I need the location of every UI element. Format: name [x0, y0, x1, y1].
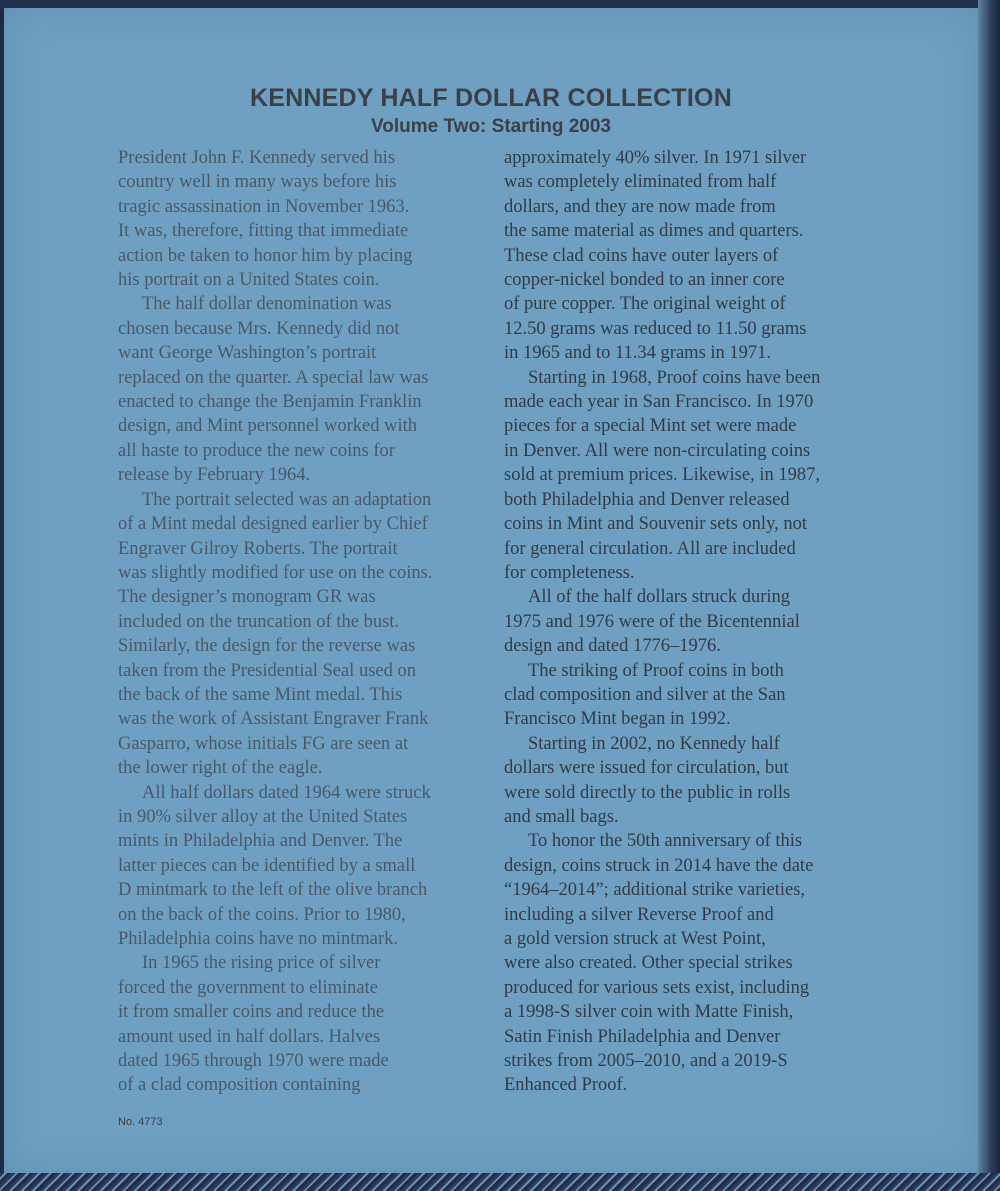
- paragraph: Starting in 2002, no Kennedy half dollars were issued for circulation, but were sold directly to the public in rolls and small bags.: [504, 733, 791, 827]
- paragraph: approximately 40% silver. In 1971 silver was completely eliminated from half dollars, and they are now made from the same material as dimes and quarters. These clad coins have outer layers of copper-nickel bonded to an inner core of pure copper. The original weight of 12.50 grams was reduced to 11.50 grams in 1965 and to 11.34 grams in 1971.: [504, 148, 807, 364]
- paragraph: Starting in 1968, Proof coins have been made each year in San Francisco. In 1970 pieces for a special Mint set were made in Denver. All were non-circulating coins sold at premium prices. Likewise, in 1987, both Philadelphia and Denver released coins in Mint and Souvenir sets only, not for general circulation. All are included for completeness.: [504, 367, 821, 583]
- right-text-column: [504, 146, 874, 1098]
- catalog-number: No. 4773: [118, 1116, 163, 1128]
- page-subtitle: Volume Two: Starting 2003: [370, 116, 611, 137]
- paragraph: The striking of Proof coins in both clad composition and silver at the San Francisco Mint began in 1992.: [504, 660, 786, 730]
- paragraph: All half dollars dated 1964 were struck in 90% silver alloy at the United States mints in Philadelphia and Denver. The latter pieces can be identified by a small D mintmark to the left of the olive branch on the back of the coins. Prior to 1980, Philadelphia coins have no mintmark.: [118, 782, 431, 949]
- paragraph: The portrait selected was an adaptation of a Mint medal designed earlier by Chief Engraver Gilroy Roberts. The portrait was slightly modified for use on the coins. The designer’s monogram GR was included on the truncation of the bust. Similarly, the design for the reverse was taken from the Presidential Seal used on the back of the same Mint medal. This was the work of Assistant Engraver Frank Gasparro, whose initials FG are seen at the lower right of the eagle.: [118, 489, 433, 779]
- paragraph: To honor the 50th anniversary of this design, coins struck in 2014 have the date “1964–2014”; additional strike varieties, including a silver Reverse Proof and a gold version struck at West Point, were also created. Other special strikes produced for various sets exist, including a 1998-S silver coin with Matte Finish, Satin Finish Philadelphia and Denver strikes from 2005–2010, and a 2019-S Enhanced Proof.: [504, 831, 814, 1096]
- paragraph: All of the half dollars struck during 1975 and 1976 were of the Bicentennial design and dated 1776–1976.: [504, 587, 800, 657]
- paragraph: President John F. Kennedy served his country well in many ways before his tragic assassination in November 1963. It was, therefore, fitting that immediate action be taken to honor him by placing his portrait on a United States coin.: [118, 148, 413, 291]
- album-frame-bottom: [0, 1173, 1000, 1191]
- page-title: KENNEDY HALF DOLLAR COLLECTION: [250, 84, 732, 112]
- paragraph: In 1965 the rising price of silver forced the government to eliminate it from smaller coins and reduce the amount used in half dollars. Halves dated 1965 through 1970 were made of a clad composition containing: [118, 953, 389, 1096]
- left-text-column: [118, 146, 488, 1098]
- album-page: [4, 8, 978, 1174]
- paragraph: The half dollar denomination was chosen because Mrs. Kennedy did not want George Washington’s portrait replaced on the quarter. A special law was enacted to change the Benjamin Franklin design, and Mint personnel worked with all haste to produce the new coins for release by February 1964.: [118, 294, 429, 486]
- album-spine-edge: [978, 0, 1000, 1191]
